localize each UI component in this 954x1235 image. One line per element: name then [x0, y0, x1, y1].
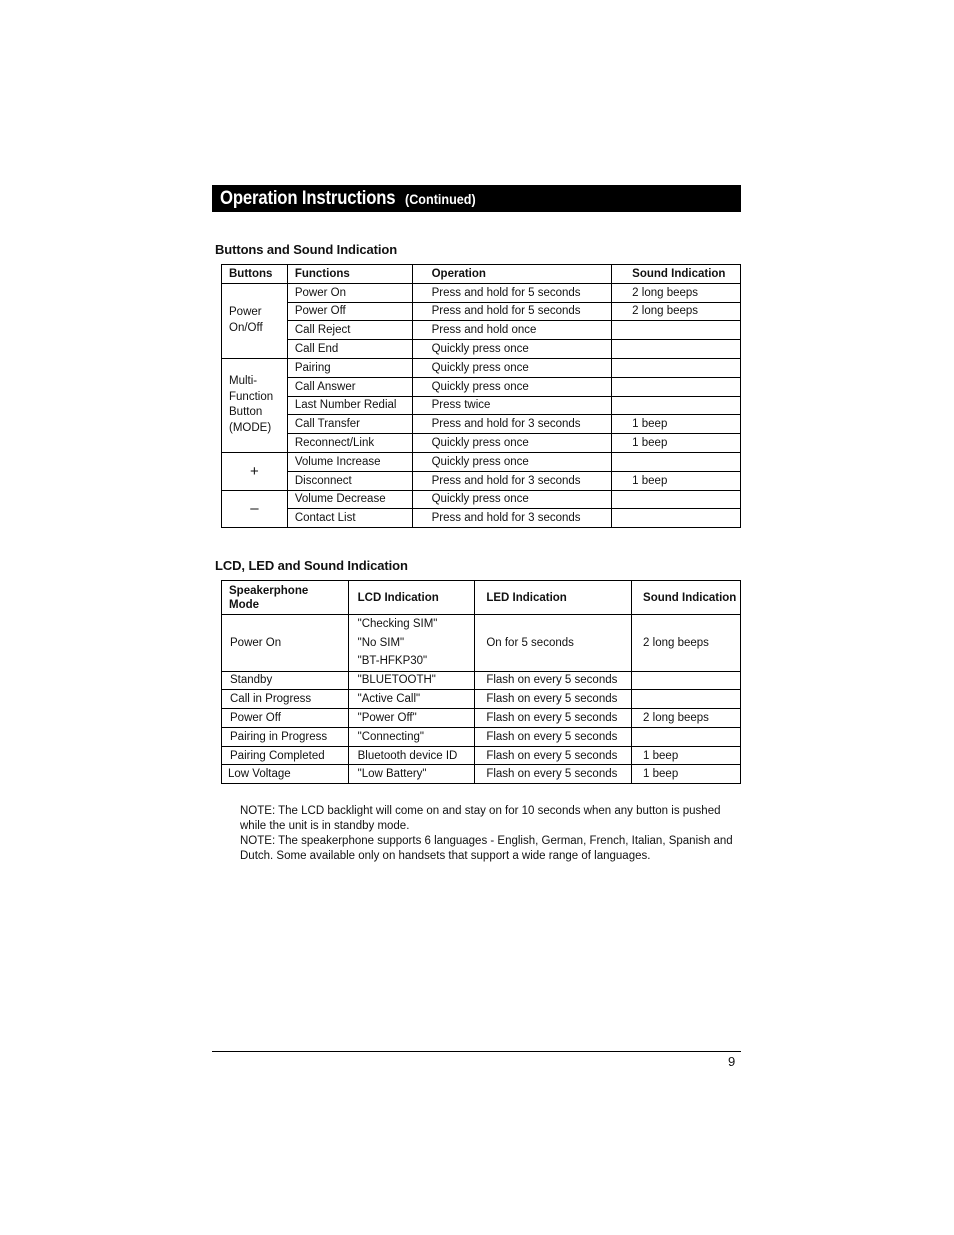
function-cell: Volume Increase	[287, 452, 412, 471]
minus-button-cell: –	[222, 490, 288, 528]
function-cell: Call Transfer	[287, 415, 412, 434]
table-header-row	[222, 265, 741, 284]
function-cell: Power On	[287, 283, 412, 302]
column-header: Buttons	[222, 265, 288, 284]
function-cell: Volume Decrease	[287, 490, 412, 509]
plus-button-cell: +	[222, 452, 288, 490]
mode-cell: Call in Progress	[222, 690, 349, 709]
function-cell: Reconnect/Link	[287, 434, 412, 453]
table-row	[222, 302, 741, 321]
table-row	[222, 434, 741, 453]
lcd-cell	[348, 615, 475, 672]
page-subtitle: (Continued)	[405, 190, 477, 207]
table-row	[222, 746, 741, 765]
sound-cell: 1 beep	[632, 746, 741, 765]
mode-cell: Power Off	[222, 709, 349, 728]
sound-cell: 1 beep	[612, 434, 741, 453]
footer-divider	[212, 1051, 741, 1052]
sound-cell	[612, 358, 741, 377]
sound-cell	[612, 321, 741, 340]
led-cell: Flash on every 5 seconds	[475, 709, 632, 728]
table-row	[222, 727, 741, 746]
table-row	[222, 690, 741, 709]
table-row	[222, 358, 741, 377]
sound-cell: 1 beep	[612, 415, 741, 434]
operation-cell: Press and hold for 5 seconds	[412, 302, 612, 321]
table-row	[222, 396, 741, 415]
sound-cell	[612, 340, 741, 359]
page-title: Operation Instructions	[220, 187, 396, 209]
operation-cell: Quickly press once	[412, 434, 612, 453]
led-cell: Flash on every 5 seconds	[475, 727, 632, 746]
table-row	[222, 321, 741, 340]
sound-cell: 2 long beeps	[632, 615, 741, 672]
mode-cell: Pairing in Progress	[222, 727, 349, 746]
table-row	[222, 340, 741, 359]
lcd-line: "BT-HFKP30"	[357, 655, 428, 667]
lcd-line: "No SIM"	[357, 636, 405, 649]
section-header-bar	[212, 185, 741, 212]
sound-cell: 1 beep	[612, 471, 741, 490]
operation-cell: Press and hold for 3 seconds	[412, 471, 612, 490]
table-row	[222, 671, 741, 690]
button-cell: Power On/Off	[222, 283, 288, 358]
column-header: Speakerphone Mode	[222, 581, 349, 615]
table-row	[222, 615, 741, 672]
operation-cell: Press and hold for 3 seconds	[412, 415, 612, 434]
table-row	[222, 415, 741, 434]
lcd-cell: "Power Off"	[348, 709, 475, 728]
table-header-row	[222, 581, 741, 615]
page-number: 9	[728, 1054, 736, 1069]
operation-cell: Quickly press once	[412, 377, 612, 396]
table-row	[222, 490, 741, 509]
button-cell: Multi-Function Button (MODE)	[222, 358, 288, 452]
sound-cell	[612, 509, 741, 528]
operation-cell: Quickly press once	[412, 452, 612, 471]
sound-cell	[632, 690, 741, 709]
lcd-cell: Bluetooth device ID	[348, 746, 475, 765]
led-cell: On for 5 seconds	[475, 615, 632, 672]
table-row	[222, 283, 741, 302]
lcd-section-title: LCD, LED and Sound Indication	[215, 558, 408, 573]
function-cell: Disconnect	[287, 471, 412, 490]
operation-cell: Quickly press once	[412, 490, 612, 509]
sound-cell	[632, 727, 741, 746]
column-header: LED Indication	[475, 581, 632, 615]
operation-cell: Press and hold once	[412, 321, 612, 340]
operation-cell: Press and hold for 5 seconds	[412, 283, 612, 302]
function-cell: Call End	[287, 340, 412, 359]
column-header: LCD Indication	[348, 581, 475, 615]
column-header: Sound Indication	[632, 581, 741, 615]
function-cell: Contact List	[287, 509, 412, 528]
operation-cell: Quickly press once	[412, 358, 612, 377]
operation-cell: Press twice	[412, 396, 612, 415]
table-row	[222, 765, 741, 784]
lcd-cell: "BLUETOOTH"	[348, 671, 475, 690]
lcd-led-table	[221, 580, 741, 784]
column-header: Operation	[412, 265, 612, 284]
table-row	[222, 377, 741, 396]
led-cell: Flash on every 5 seconds	[475, 746, 632, 765]
mode-cell: Power On	[222, 615, 349, 672]
table-row	[222, 471, 741, 490]
sound-cell	[612, 490, 741, 509]
function-cell: Pairing	[287, 358, 412, 377]
led-cell: Flash on every 5 seconds	[475, 690, 632, 709]
buttons-section-title: Buttons and Sound Indication	[215, 242, 398, 257]
lcd-cell: "Low Battery"	[348, 765, 475, 784]
function-cell: Call Answer	[287, 377, 412, 396]
function-cell: Last Number Redial	[287, 396, 412, 415]
function-cell: Power Off	[287, 302, 412, 321]
column-header: Sound Indication	[612, 265, 741, 284]
lcd-line: "Checking SIM"	[357, 618, 438, 630]
sound-cell	[612, 452, 741, 471]
sound-cell: 2 long beeps	[632, 709, 741, 728]
sound-cell: 1 beep	[632, 765, 741, 784]
column-header: Functions	[287, 265, 412, 284]
table-row	[222, 709, 741, 728]
lcd-cell: "Active Call"	[348, 690, 475, 709]
notes	[240, 804, 740, 864]
table-row	[222, 452, 741, 471]
buttons-table	[221, 264, 741, 528]
mode-cell: Standby	[222, 671, 349, 690]
mode-cell: Low Voltage	[222, 765, 349, 784]
function-cell: Call Reject	[287, 321, 412, 340]
sound-cell: 2 long beeps	[612, 283, 741, 302]
led-cell: Flash on every 5 seconds	[475, 765, 632, 784]
sound-cell	[612, 377, 741, 396]
operation-cell: Press and hold for 3 seconds	[412, 509, 612, 528]
mode-cell: Pairing Completed	[222, 746, 349, 765]
table-row	[222, 509, 741, 528]
led-cell: Flash on every 5 seconds	[475, 671, 632, 690]
operation-cell: Quickly press once	[412, 340, 612, 359]
sound-cell	[632, 671, 741, 690]
note-languages: NOTE: The speakerphone supports 6 languages - English, German, French, Italian, Spanish and Dutch. Some available only on handsets that support a wide range of languages.	[240, 835, 733, 862]
sound-cell: 2 long beeps	[612, 302, 741, 321]
sound-cell	[612, 396, 741, 415]
lcd-cell: "Connecting"	[348, 727, 475, 746]
note-backlight: NOTE: The LCD backlight will come on and stay on for 10 seconds when any button is pushed while the unit is in standby mode.	[240, 805, 721, 832]
